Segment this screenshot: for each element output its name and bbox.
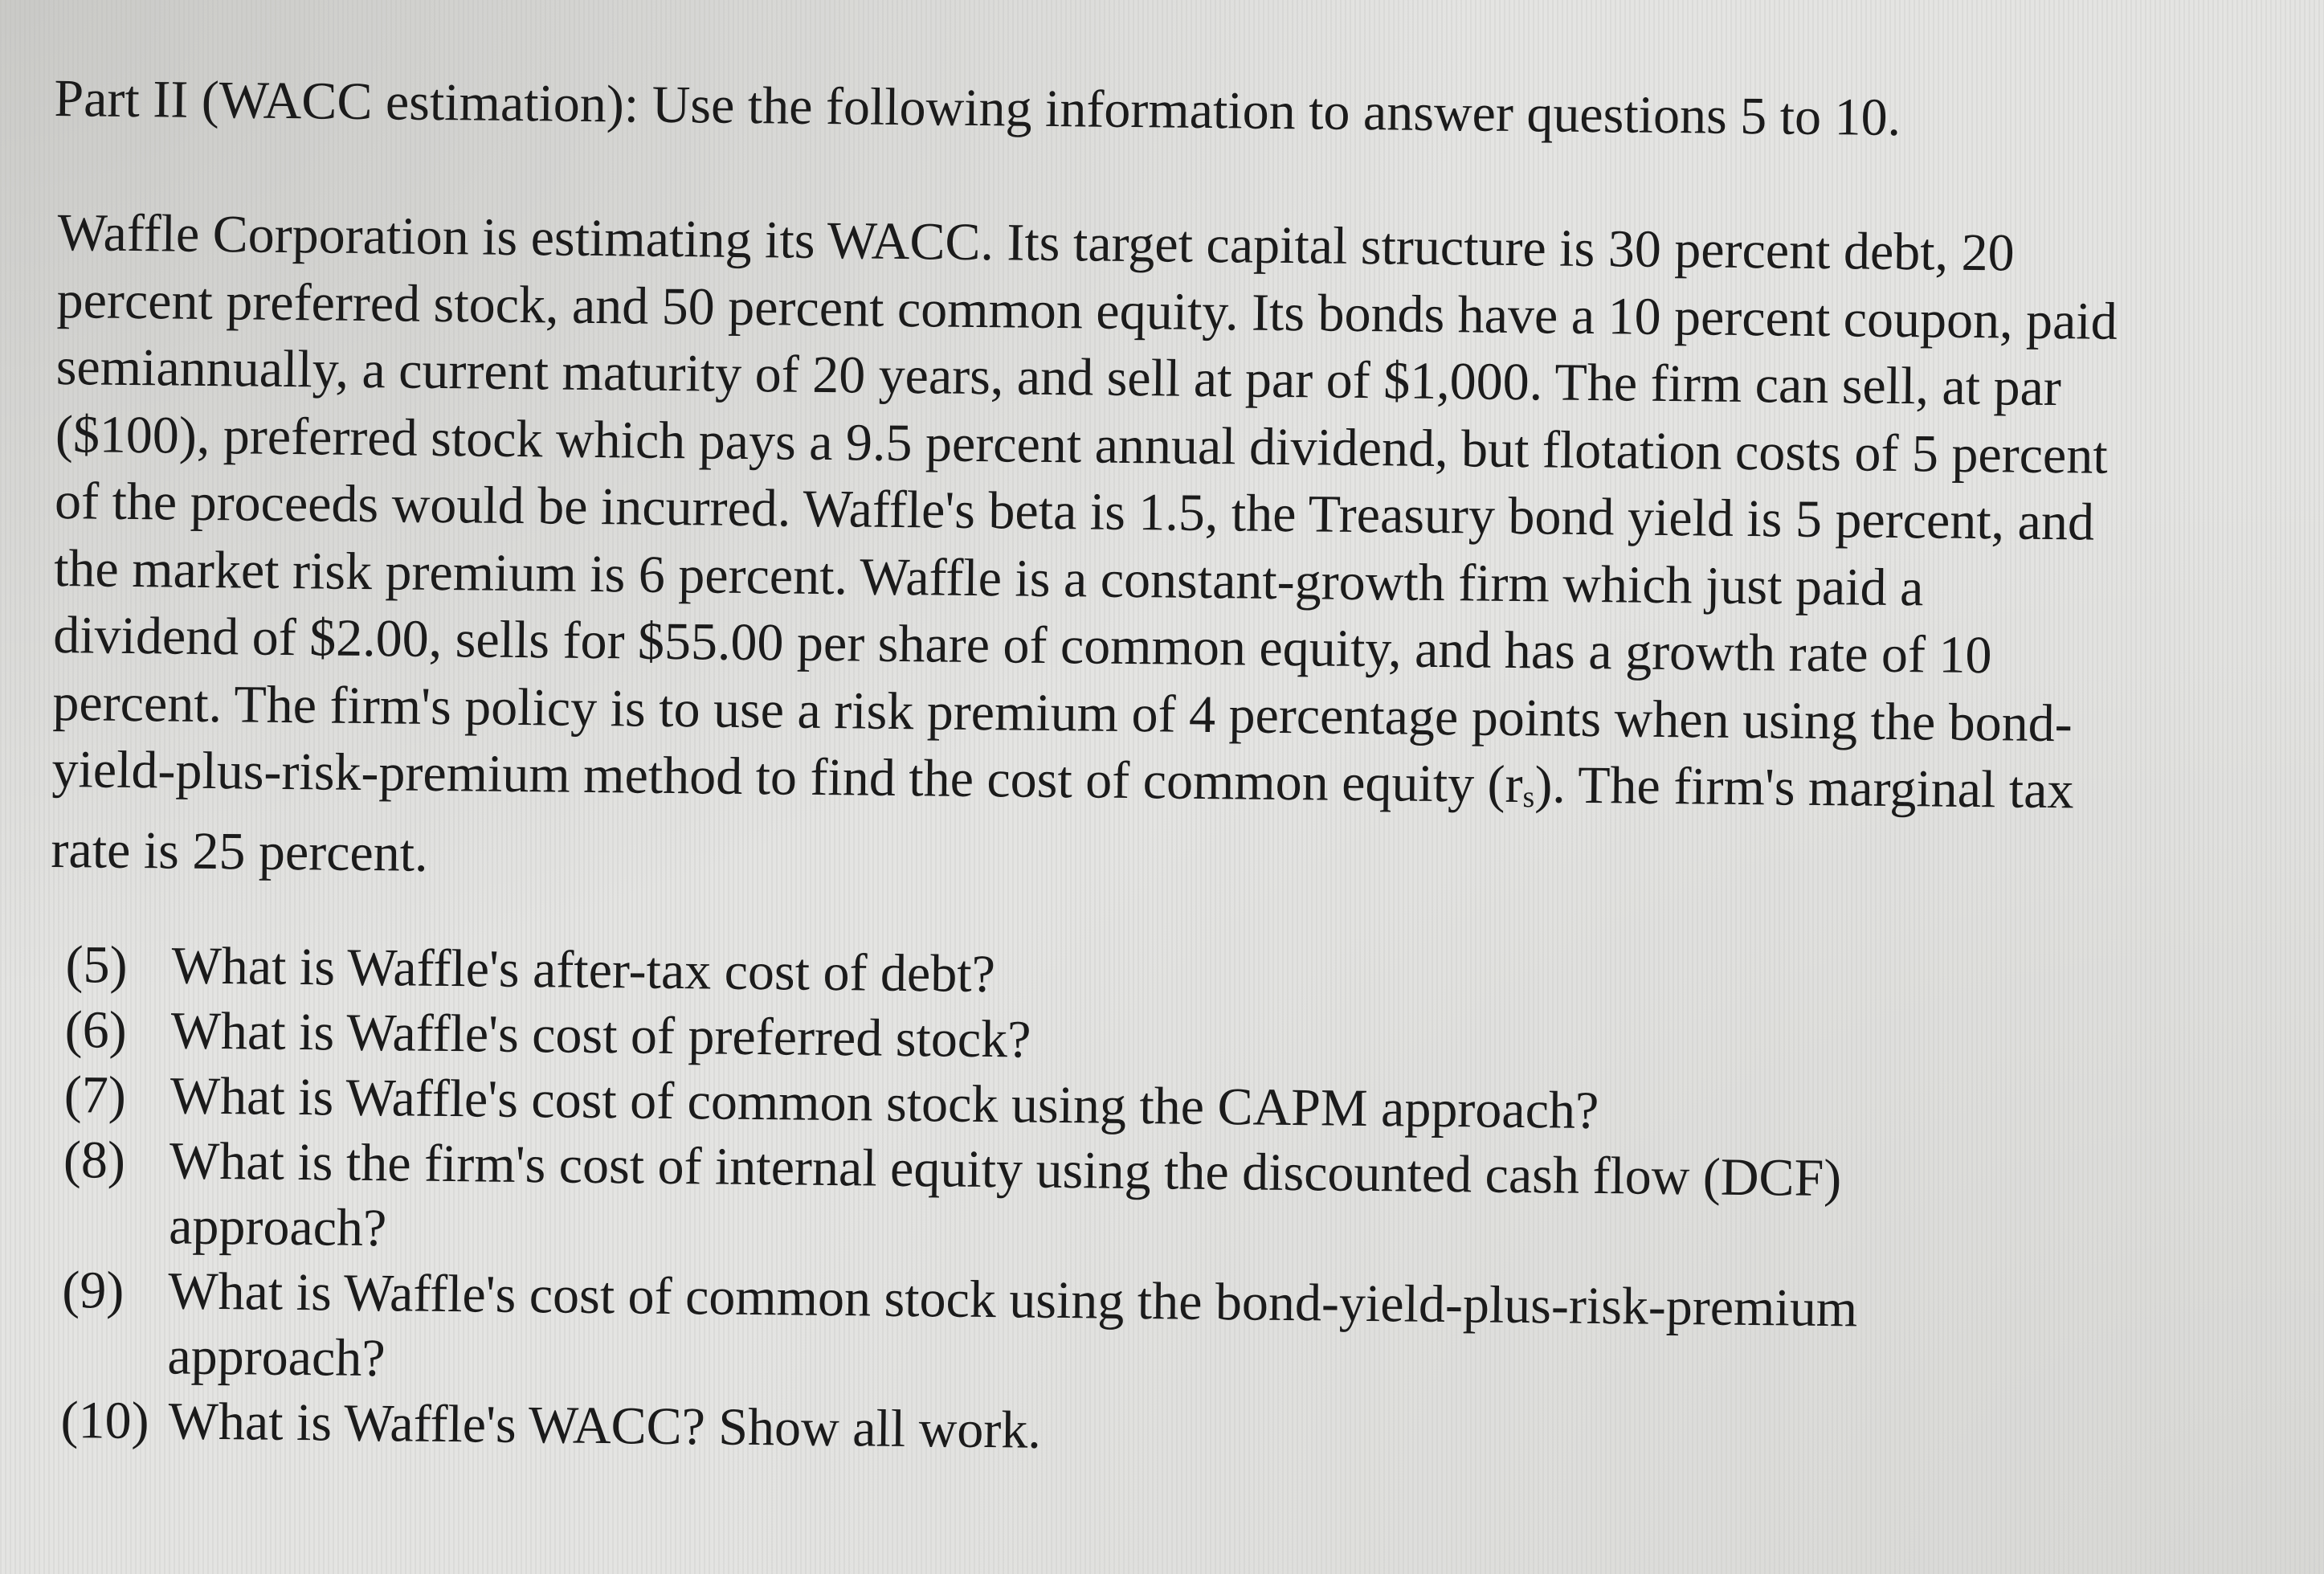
passage-text: ). The firm's marginal tax xyxy=(1534,755,2074,820)
passage-text: yield-plus-risk-premium method to find the cost of common equity (r xyxy=(51,739,1524,815)
question-text xyxy=(167,1258,2151,1409)
question-text-line: What is Waffle's cost of common stock using the CAPM approach? xyxy=(170,1066,1599,1140)
passage-line: semiannually, a current maturity of 20 years, and sell at par of $1,000. The firm can sell, at par xyxy=(55,337,2062,418)
question-number: (7) xyxy=(63,1065,127,1125)
passage-line: dividend of $2.00, sells for $55.00 per share of common equity, and has a growth rate of 10 xyxy=(52,605,1992,685)
question-text-line: What is Waffle's cost of common stock using the bond-yield-plus-risk-premium xyxy=(167,1261,1858,1339)
question-number: (10) xyxy=(60,1390,149,1451)
question-8 xyxy=(63,1127,2153,1279)
passage-line: ($100), preferred stock which pays a 9.5 percent annual dividend, but flotation costs of 5 percent xyxy=(55,404,2109,485)
problem-passage xyxy=(51,199,2307,906)
question-number: (8) xyxy=(63,1130,126,1190)
question-number: (9) xyxy=(61,1260,125,1320)
passage-line: percent preferred stock, and 50 percent common equity. Its bonds have a 10 percent coupon, paid xyxy=(56,270,2118,351)
question-text-line: What is the firm's cost of internal equity using the discounted cash flow (DCF) xyxy=(169,1131,1842,1208)
question-text-line: What is Waffle's cost of preferred stock? xyxy=(170,1001,1031,1069)
question-list xyxy=(60,932,2154,1474)
passage-line: of the proceeds would be incurred. Waffle's beta is 1.5, the Treasury bond yield is 5 percent, and xyxy=(54,471,2095,552)
passage-line: the market risk premium is 6 percent. Waffle is a constant-growth firm which just paid a xyxy=(53,538,1924,617)
passage-line: Waffle Corporation is estimating its WACC. Its target capital structure is 30 percent debt, 20 xyxy=(57,202,2015,283)
question-text xyxy=(169,1128,2153,1279)
question-text-line: What is Waffle's after-tax cost of debt? xyxy=(171,936,996,1004)
question-text-line: approach? xyxy=(168,1196,387,1258)
part-heading: Part II (WACC estimation): Use the following information to answer questions 5 to 10. xyxy=(54,68,1901,148)
passage-line: rate is 25 percent. xyxy=(51,820,429,883)
question-text-line: What is Waffle's WACC? Show all work. xyxy=(168,1392,1042,1460)
subscript-s: s xyxy=(1522,780,1535,815)
question-text-line: approach? xyxy=(167,1327,386,1388)
passage-line: percent. The firm's policy is to use a risk premium of 4 percentage points when using the bond- xyxy=(52,673,2073,753)
question-number: (5) xyxy=(65,934,128,995)
question-number: (6) xyxy=(64,1000,128,1060)
question-9 xyxy=(61,1257,2151,1409)
